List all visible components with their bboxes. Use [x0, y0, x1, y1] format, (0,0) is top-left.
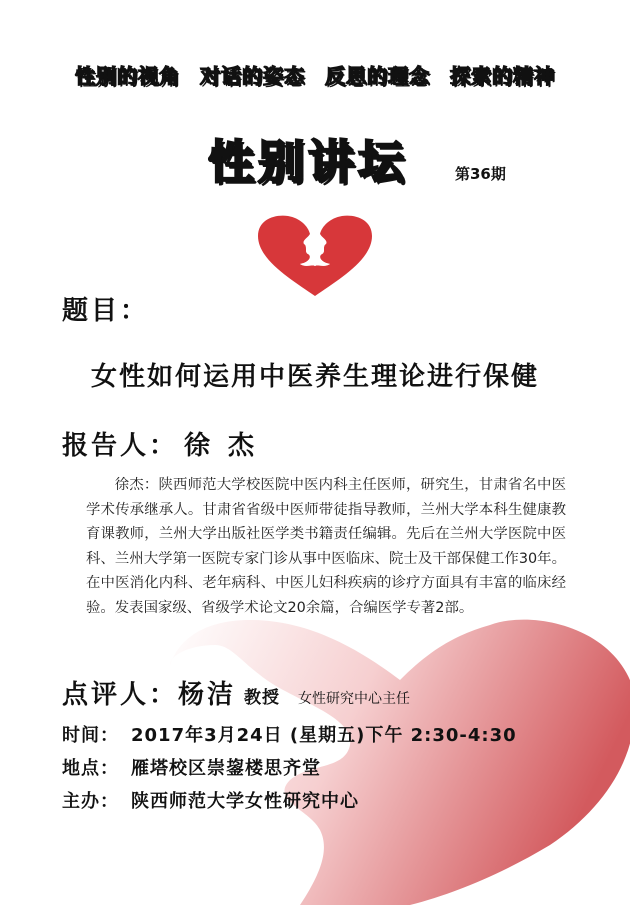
speaker-bio: 徐杰：陕西师范大学校医院中医内科主任医师，研究生，甘肃省名中医学术传承继承人。甘肃省省级中医师带徒指导教师，兰州大学本科生健康教育课教师，兰州大学出版社医学类书籍责任编辑。先后在兰州大学医院中医科、兰州大学第一医院专家门诊从事中医临床、院士及干部保健工作30年。在中医消化内科、老年病科、中医儿妇科疾病的诊疗方面具有丰富的临床经验。发表国家级、省级学术论文20余篇，合编医学专著2部。 [86, 477, 566, 616]
speaker-name: 徐杰 [184, 431, 273, 461]
event-host-row [62, 787, 359, 813]
time-value: 2017年3月24日 (星期五)下午 2:30-4:30 [131, 725, 517, 746]
speaker-label: 报告人： [62, 431, 179, 461]
event-time-row [62, 721, 517, 747]
topic-label: 题目： [62, 296, 150, 326]
place-label: 地点： [62, 758, 119, 779]
event-place-row [62, 754, 321, 780]
broken-heart-icon [252, 212, 378, 298]
reviewer-title: 教授 [244, 688, 281, 708]
place-value: 雁塔校区崇鋆楼思齐堂 [131, 758, 321, 779]
issue-number: 第36期 [455, 165, 506, 183]
speaker-row [62, 425, 272, 462]
host-value: 陕西师范大学女性研究中心 [131, 791, 359, 812]
reviewer-label: 点评人： [62, 680, 179, 710]
reviewer-name: 杨洁 [178, 680, 237, 710]
slogan-row [0, 60, 630, 89]
slogan-1: 性别的视角 [75, 64, 181, 88]
poster-title: 性别讲坛 [208, 135, 408, 189]
topic-title: 女性如何运用中医养生理论进行保健 [90, 362, 539, 392]
time-label: 时间： [62, 725, 119, 746]
reviewer-row [62, 674, 410, 711]
host-label: 主办： [62, 791, 119, 812]
slogan-3: 反思的理念 [324, 64, 430, 88]
slogan-4: 探索的精神 [449, 64, 555, 88]
slogan-2: 对话的姿态 [200, 64, 306, 88]
reviewer-position: 女性研究中心主任 [298, 691, 411, 707]
